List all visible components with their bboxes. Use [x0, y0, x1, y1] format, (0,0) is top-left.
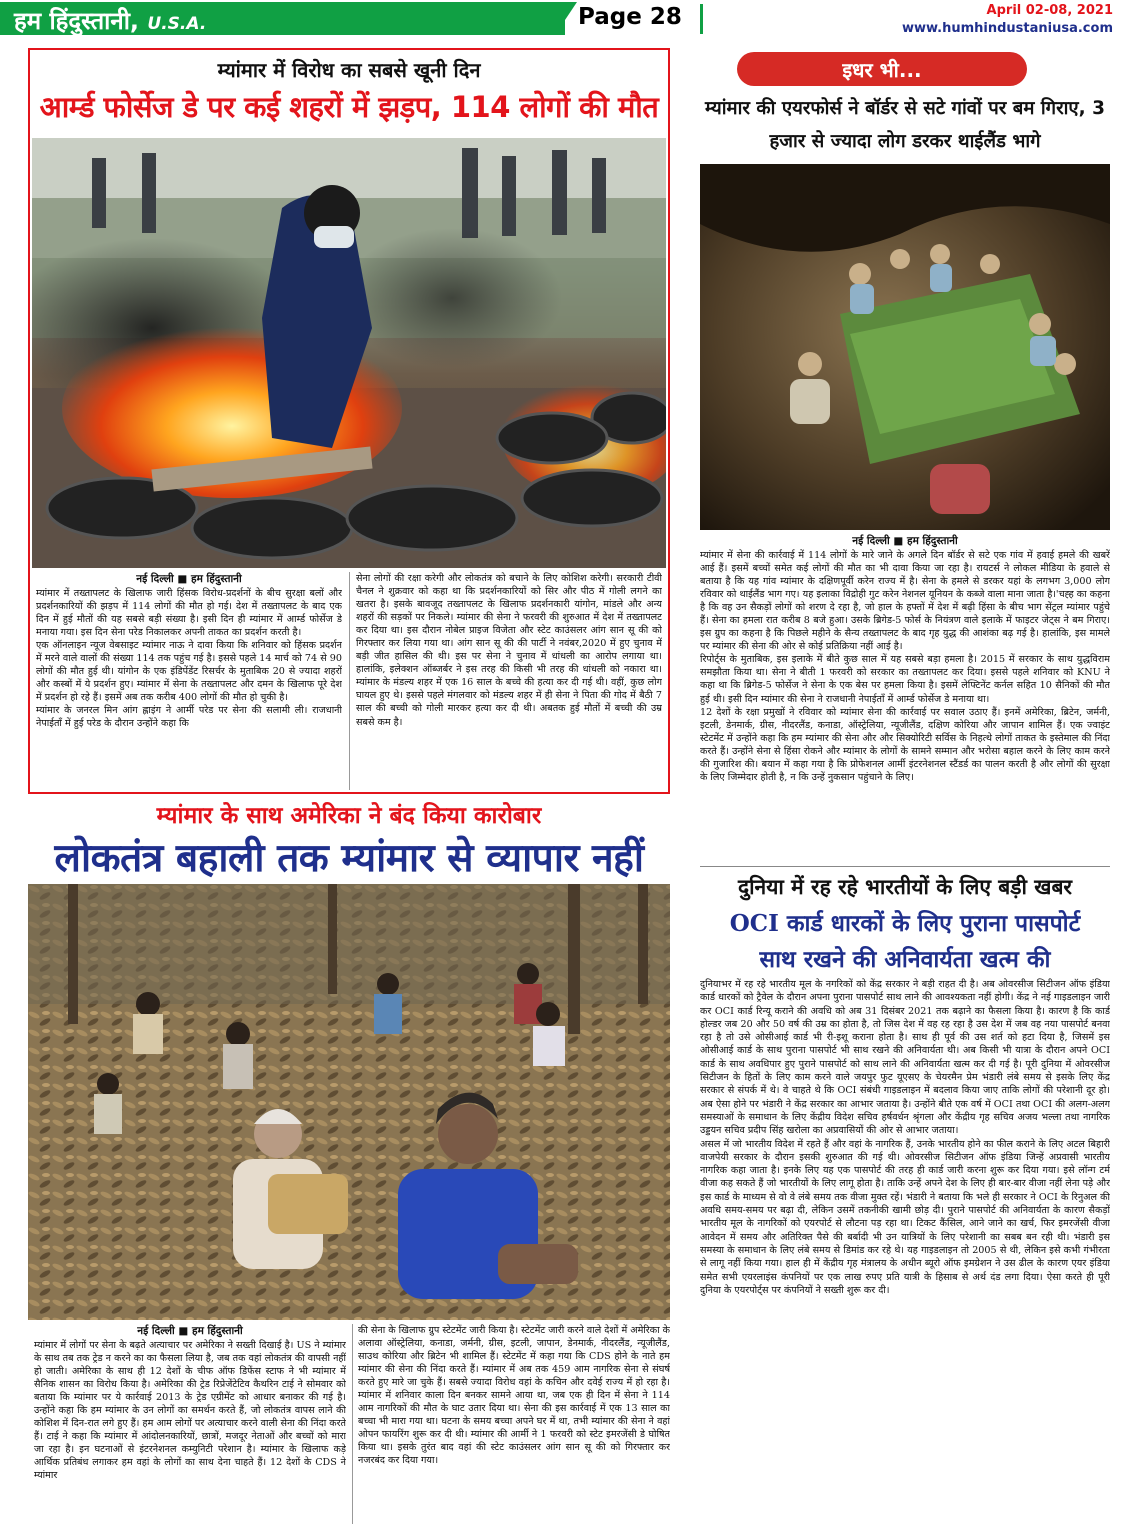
- lead-headline: आर्म्ड फोर्सेज डे पर कई शहरों में झड़प, 114 लोगों की मौत: [39, 90, 659, 124]
- oci-headline-line-1: OCI कार्ड धारकों के लिए पुराना पासपोर्ट: [729, 910, 1081, 937]
- trade-story: [28, 796, 670, 1526]
- oci-text: दुनियाभर में रह रहे भारतीय मूल के नगरिकों को केंद्र सरकार ने बड़ी राहत दी है। अब ओवरसीज सिटीजन ऑफ इंडिया कार्ड धारकों को ट्रैवेल के दौरान अपना पुराना पासपोर्ट साथ लाने की आवश्यकता नहीं होगी। केंद्र ने नई गाइडलाइन जारी कर OCI कार्ड रिन्यू कराने की अवधि को अब 31 दिसंबर 2021 तक बढ़ाने का फैसला किया है। कारण है कि कार्ड होल्डर जब 20 और 50 वर्ष की उम्र का होता है, तो जिस देश में वह रह रहा है उस देश में जब वह नया पासपोर्ट बनवा रहा है तो उसे ओसीआई कार्ड भी री-इशू कराना होता है। साथ ही पूर्व की उस शर्त को हटा दिया है, जिसमें इस ओसीआई कार्ड के साथ पुराना पासपोर्ट भी साथ रखने की अनिवार्यता थी। अब किसी भी यात्रा के दौरान अपने OCI कार्ड के साथ अवधिपार हुए पुराने पासपोर्ट को साथ लाने की अनिवार्यता खत्म कर दी गई है। पूरी दुनिया में ओवरसीज सिटीजन के हितों के लिए काम करने वाले जयपुर फुट यूएसए के चेयरमैन प्रेम भंडारी लंबे समय से इसके लिए केंद्र सरकार से संपर्क में थे। वे चाहते थे कि OCI संबंधी गाइडलाइन में बदलाव किया जाए ताकि लोगों की परेशानी दूर हो। अब ऐसा होने पर भंडारी ने केंद्र सरकार का आभार जताया है। उन्होंने बीते एक वर्ष में OCI तथा OCI की अलग-अलग समस्याओं के समाधान के लिए केंद्रीय विदेश सचिव हर्षवर्धन श्रृंगला और केंद्रीय गृह सचिव अजय भल्ला तथा नागरिक उड्डयन सचिव प्रदीप सिंह खरोला का अप्रवासियों की ओर से आभार जताया। असल में जो भारतीय विदेश में रहते हैं और वहां के नागरिक हैं, उनके भारतीय होने का फील कराने के लिए अटल बिहारी वाजपेयी सरकार के दौरान इसकी शुरुआत की गई थी। ओवरसीज सिटीजन ऑफ इंडिया जिन्हें अप्रवासी भारतीय नागरिक कहा जाता है। इनके लिए यह एक पासपोर्ट की तरह ही कार्ड जारी करना शुरू कर दिया गया। इसे लॉन्ग टर्म वीजा कह सकते हैं जो भारतीयों के लिए लागू होता है। ताकि उन्हें अपने देश के लिए ही बार-बार वीजा नहीं लेना पड़े और इस कार्ड के माध्यम से वो वे लंबे समय तक वीजा मुक्त रहें। भंडारी ने बताया कि भले ही सरकार ने OCI के रिनुअल की अवधि समय-समय पर बढ़ा दी, लेकिन उसमें तकनीकी खामी छोड़ दी। पुराने पासपोर्ट की अनिवार्यता के कारण सैकड़ों भारतीय मूल के नागरिकों को एयरपोर्ट से लौटना पड़ रहा था। टिकट कैंसिल, आने जाने का खर्च, फिर इमरजेंसी वीजा आवेदन में समय और अतिरिक्त पैसे की बर्बादी भी उन यात्रियों के लिए परेशानी का सबब बन रही थी। भंडारी इस समस्या के समाधान के लिए लंबे समय से डिमांड कर रहे थे। यह गाइडलाइन तो 2005 से थी, लेकिन इसे कभी गंभीरता से लागू नहीं किया गया। हाल ही में केंद्रीय गृह मंत्रालय के अधीन ब्यूरो ऑफ इमग्रेशन ने उस ढील के कारण एयर इंडिया समेत सभी एयरलाइंस कंपनियों पर एक लाख रुपए प्रति यात्री के हिसाब से अर्थ दंड लगा दिया। ऐसा करते ही पूरी दुनिया के एयरपोर्ट्स पर कंपनियों ने सख्ती शुरू कर दी।: [700, 979, 1110, 1296]
- lead-column-2: [356, 572, 662, 792]
- villagers-forest-image: [28, 884, 670, 1320]
- oci-kicker: दुनिया में रह रहे भारतीयों के लिए बड़ी खबर: [737, 875, 1073, 899]
- lead-kicker: म्यांमार में विरोध का सबसे खूनी दिन: [217, 58, 481, 82]
- issue-date: April 02-08, 2021: [986, 3, 1113, 18]
- masthead-title-suffix: U.S.A.: [147, 14, 207, 34]
- trade-column-2: [358, 1324, 670, 1526]
- trade-col1-text: म्यांमार में लोगों पर सेना के बढ़ते अत्याचार पर अमेरिका ने सख्ती दिखाई है। US ने म्यांमार के साथ तब तक ट्रेड न करने का का फैसला लिया है, जब तक वहां लोकतंत्र की वापसी नहीं हो जाती। अमेरिका के साथ ही 12 देशों के चीफ ऑफ डिफेंस स्टाफ ने भी म्यांमार में सैनिक शासन का विरोध किया है। अमेरिका की ट्रेड रिप्रेजेंटेटिव कैथरिन टाई ने सोमवार को बताया कि म्यांमार पर ये कार्रवाई 2013 के ट्रेड एग्रीमेंट को आधार बनाकर की गई है। उन्होंने कहा कि हम म्यांमार के उन लोगों का समर्थन करते हैं, जो लोकतंत्र वापस लाने की कोशिश में दिन-रात लगे हुए हैं। हम आम लोगों पर अत्याचार करने वाली सेना की निंदा करते हैं। टाई ने कहा कि म्यांमार में आंदोलनकारियों, छात्रों, मजदूर नेताओं और बच्चों को मारा जा रहा है। इन घटनाओं से इंटरनेशनल कम्युनिटी परेशान है। म्यांमार के खिलाफ कड़े आर्थिक प्रतिबंध लगाकर हम वहां के लोगों का साथ देना चाहते हैं। 12 देशों के CDS ने म्यांमार: [34, 1340, 346, 1482]
- trade-col2-text: की सेना के खिलाफ ग्रुप स्टेटमेंट जारी किया है। स्टेटमेंट जारी करने वाले देशों में अमेरिका के अलावा ऑस्ट्रेलिया, कनाडा, जर्मनी, ग्रीस, इटली, जापान, डेनमार्क, नीदरलैंड, न्यूजीलैंड, साउथ कोरिया और ब्रिटेन भी शामिल हैं। स्टेटमेंट में कहा गया कि CDS होने के नाते हम म्यांमार की सेना की निंदा करते हैं। म्यांमार में अब तक 459 आम नागरिक सेना से संघर्ष करते हुए मारे जा चुके हैं। सबसे ज्यादा विरोध वहां के कचिन और दवेई राज्य में हो रहा है। म्यांमार में शनिवार काला दिन बनकर सामने आया था, जब एक ही दिन में सेना ने 114 आम नागरिकों की मौत के घाट उतार दिया था। सेना की इस कार्रवाई में एक 13 साल का बच्चा भी मारा गया था। घटना के समय बच्चा अपने घर में था, तभी म्यांमार की सेना ने वहां ओपन फायरिंग शुरू कर दी थी। म्यांमार की आर्मी ने 1 फरवरी को स्टेट इमरजेंसी डे घोषित किया था। इसके तुरंत बाद वहां की स्टेट काउंसलर आंग सान सू की को गिरफ्तार कर नजरबंद कर दिया गया।: [358, 1325, 670, 1467]
- trade-kicker: म्यांमार के साथ अमेरिका ने बंद किया कारोबार: [156, 803, 542, 829]
- masthead: [0, 0, 1135, 38]
- airstrike-byline: नई दिल्ली ■ हम हिंदुस्तानी: [852, 535, 958, 547]
- page-number: Page 28: [578, 4, 682, 30]
- side-banner: [737, 52, 1027, 86]
- trade-column-rule: [352, 1324, 353, 1524]
- trade-photo: [28, 884, 670, 1320]
- masthead-title: [14, 4, 206, 37]
- oci-headline-line-2: साथ रखने की अनिवार्यता खत्म की: [759, 946, 1051, 973]
- airstrike-photo: [700, 164, 1110, 530]
- oci-top-rule: [700, 866, 1110, 867]
- protest-scene-image: [32, 138, 666, 568]
- airstrike-text: म्यांमार में सेना की कार्रवाई में 114 लोगों के मारे जाने के अगले दिन बॉर्डर से सटे एक गांव में हवाई हमले की खबरें आई हैं। इसमें बच्चों समेत कई लोगों की मौत का भी दावा किया जा रहा है। रायटर्स ने लोकल मीडिया के हवाले से बताया है कि यह गांव म्यांमार के दक्षिणपूर्वी करेन राज्य में है। सेना के हमले से डरकर यहां के लगभग 3,000 लोग रविवार को थाईलैंड भाग गए। यह इलाका विद्रोही गुट करेन नेशनल यूनियन के कब्जे वाला माना जाता है।'चह्ह का कहना है कि वह उन सैकड़ों लोगों को शरण दे रहा है, जो हाल के हफ्तों में देश में बढ़ी हिंसा के बीच भाग सेंट्रल म्यांमार पहुंचे हैं। सेना का हमला रात करीब 8 बजे हुआ। उसके ब्रिगेड-5 फोर्स के नियंत्रण वाले इलाके में फाइटर जेट्स ने बम गिराए। इस ग्रुप का कहना है कि पिछले महीने के सैन्य तख्तापलट के बाद गृह युद्ध की आशंका बढ़ गई है। हालांकि, इस मामले पर म्यांमार की सेना की ओर से कोई प्रतिक्रिया नहीं आई है। रिपोर्ट्स के मुताबिक, इस इलाके में बीते कुछ साल में यह सबसे बड़ा हमला है। 2015 में सरकार के साथ युद्धविराम समझौता किया था। सेना ने बीती 1 फरवरी को सरकार का तख्तापलट कर दिया। इससे पहले शनिवार को KNU ने कहा था कि ब्रिगेड-5 फोर्सेज ने सेना के एक बेस पर हमला किया है। इसमें लेफ्टिनेंट कर्नल सहित 10 सैनिकों की मौत हुई थी। इसी दिन म्यांमार की सेना ने राजधानी नेपाईताँ में आर्म्ड फोर्सेज डे मनाया था। 12 देशों के रक्षा प्रमुखों ने रविवार को म्यांमार सेना की कार्रवाई पर सवाल उठाए हैं। इनमें अमेरिका, ब्रिटेन, जर्मनी, इटली, डेनमार्क, ग्रीस, नीदरलैंड, कनाडा, ऑस्ट्रेलिया, न्यूजीलैंड, दक्षिण कोरिया और जापान शामिल हैं। एक ज्वाइंट स्टेटमेंट में उन्होंने कहा कि हम म्यांमार की सेना और और सिक्योरिटी सर्विस के निहत्थे लोगों ताकत के इस्तेमाल की निंदा करते हैं। उन्होंने सेना से हिंसा रोकने और म्यांमार के लोगों के सामने सम्मान और भरोसा बहाल करने के लिए काम करने की गुजारिश की। बयान में कहा गया है कि प्रोफेशनल आर्मी इंटरनेशनल स्टैंडर्ड का पालन करती है और लोगों की सुरक्षा के लिए जिम्मेदार होती है, न कि उन्हें नुकसान पहुंचाने के लिए।: [700, 550, 1110, 783]
- masthead-title-text: हम हिंदुस्तानी,: [14, 7, 140, 35]
- lead-byline: नई दिल्ली ■ हम हिंदुस्तानी: [136, 573, 242, 585]
- trade-column-1: [34, 1324, 346, 1526]
- oci-story: [700, 866, 1110, 1528]
- cave-refugees-image: [700, 164, 1110, 530]
- lead-story: [28, 48, 670, 794]
- trade-byline: नई दिल्ली ■ हम हिंदुस्तानी: [137, 1325, 243, 1337]
- lead-body: [36, 572, 662, 792]
- lead-col1-text: म्यांमार में तख्तापलट के खिलाफ जारी हिंसक विरोध-प्रदर्शनों के बीच सुरक्षा बलों और प्रदर्शनकारियों की झड़प में 114 लोगों की मौत हो गई। देश में तख्तापलट के बाद एक दिन में हुई मौतों की यह सबसे बड़ी संख्या है। इसी दिन ही म्यांमार में आर्म्ड फोर्सेज डे मनाया गया। इस दिन सेना परेड निकालकर अपनी ताकत का प्रदर्शन करती है। एक ऑनलाइन न्यूज वेबसाइट म्यांमार नाऊ ने दावा किया कि शनिवार को हिंसक प्रदर्शन में मरने वाले वालों की संख्या 114 तक पहुंच गई है। इससे पहले 14 मार्च को 74 से 90 लोगों की मौत हुई थी। यांगोन के एक इंडिपेंडेंट रिसर्चर के मुताबिक 20 से ज्यादा शहरों और कस्बों में ये प्रदर्शन हुए। म्यांमार में सेना के तख्तापलट और दमन के खिलाफ पूरे देश में प्रदर्शन हो रहे हैं। इसमें अब तक करीब 400 लोगों की मौत हो चुकी है। म्यांमार के जनरल मिन आंग ह्लाइंग ने आर्मी परेड पर सेना की सलामी ली। राजधानी नेपाईताँ में हुई परेड के दौरान उन्होंने कहा कि: [36, 588, 342, 730]
- airstrike-story: [700, 92, 1110, 862]
- lead-column-rule: [349, 572, 350, 790]
- side-banner-label: इधर भी...: [842, 58, 922, 82]
- trade-headline: लोकतंत्र बहाली तक म्यांमार से व्यापार नहीं: [54, 836, 644, 881]
- lead-column-1: [36, 572, 342, 792]
- trade-body: [34, 1324, 670, 1526]
- website-link[interactable]: www.humhindustaniusa.com: [901, 21, 1113, 36]
- lead-photo: [32, 138, 666, 568]
- lead-col2-text: सेना लोगों की रक्षा करेगी और लोकतंत्र को बचाने के लिए कोशिश करेगी। सरकारी टीवी चैनल ने शुक्रवार को कहा था कि प्रदर्शनकारियों को सिर और पीठ में गोली लगने का खतरा है। इसके बावजूद तख्तापलट के खिलाफ प्रदर्शनकारी यांगोन, मांडले और अन्य शहरों की सड़कों पर निकले। म्यांमार की सेना ने फरवरी की शुरुआत में देश में तख्तापलट कर दिया था। इस दौरान नोबेल प्राइज विजेता और स्टेट काउंसलर आंग सान सू की को गिरफ्तार कर लिया गया था। आंग सान सू की की पार्टी ने नवंबर,2020 में हुए चुनाव में बड़ी जीत हासिल की थी। इस पर सेना ने चुनाव में धांधली का आरोप लगाया था। हालांकि, इलेक्शन ऑब्जर्बर ने इस तरह की किसी भी तरह की धांधली को नकारा था। म्यांमार के मंडल्य शहर में एक 16 साल के बच्चे की हत्या कर दी गई थी। वहीं, कुछ लोग घायल हुए थे। इससे पहले मंगलवार को मंडल्य शहर में ही सेना ने पिता की गोद में बैठी 7 साल की बच्ची को गोली मारकर हत्या कर दी थी। अबतक हुई मौतों में बच्ची की उम्र सबसे कम है।: [356, 573, 662, 728]
- airstrike-headline: म्यांमार की एयरफोर्स ने बॉर्डर से सटे गांवों पर बम गिराए, 3 हजार से ज्यादा लोग डरकर थाईलैंड भागे: [705, 98, 1105, 152]
- masthead-divider: [700, 4, 703, 34]
- masthead-green-wedge: [555, 2, 577, 35]
- airstrike-body: [700, 534, 1110, 862]
